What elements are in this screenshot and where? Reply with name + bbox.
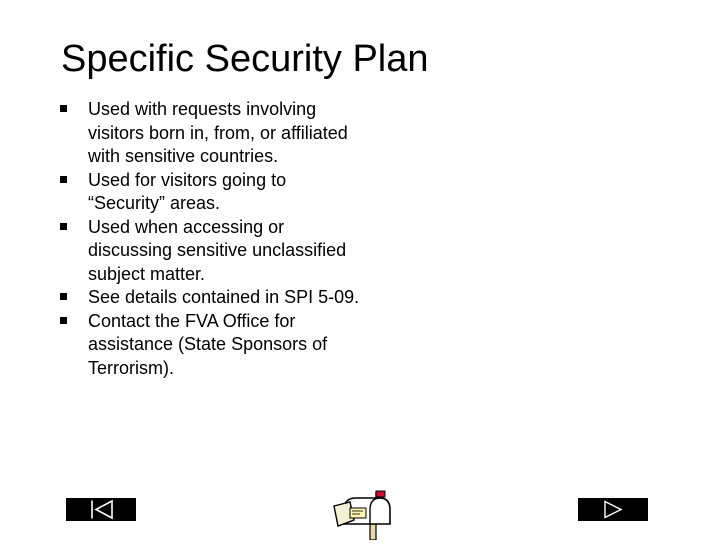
previous-slide-button[interactable]: [66, 498, 136, 521]
bullet-text: See details contained in SPI 5-09.: [88, 287, 360, 307]
mailbox-button[interactable]: [330, 486, 396, 540]
square-bullet-icon: [60, 293, 67, 300]
bullet-item: [60, 216, 360, 287]
square-bullet-icon: [60, 105, 67, 112]
bullet-item: [60, 98, 360, 169]
bullet-item: [60, 169, 360, 216]
bullet-text: Used with requests involving visitors born in, from, or affiliated with sensitive countries.: [88, 99, 348, 166]
bullet-item: [60, 310, 360, 381]
left-arrow-icon: [66, 498, 136, 521]
bullet-text: Used for visitors going to “Security” areas.: [88, 169, 287, 213]
mailbox-icon: [330, 486, 396, 540]
square-bullet-icon: [60, 317, 67, 324]
slide-title: Specific Security Plan: [61, 38, 429, 80]
bullet-text: Used when accessing or discussing sensitive unclassified subject matter.: [88, 216, 347, 284]
bullet-list: [60, 98, 360, 380]
bullet-item: [60, 286, 360, 310]
next-slide-button[interactable]: [578, 498, 648, 521]
bullet-text: Contact the FVA Office for assistance (State Sponsors of Terrorism).: [88, 310, 328, 378]
square-bullet-icon: [60, 176, 67, 183]
right-arrow-icon: [578, 498, 648, 521]
square-bullet-icon: [60, 223, 67, 230]
